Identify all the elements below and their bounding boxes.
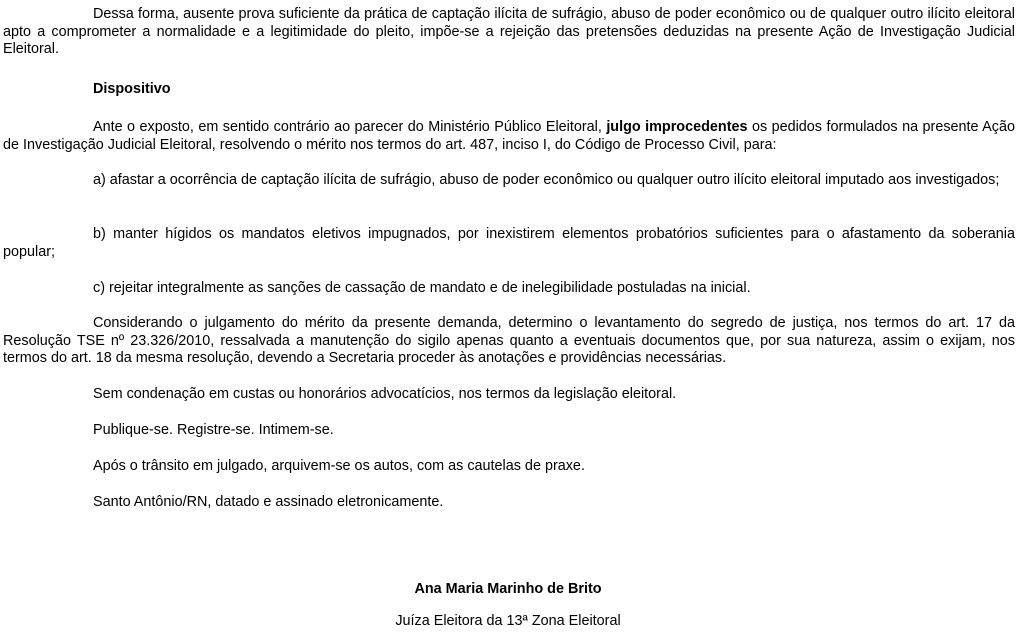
ruling-item-c: c) rejeitar integralmente as sanções de cassação de mandato e de inelegibilidade postuladas na inicial. bbox=[93, 280, 751, 296]
ruling-text-end: os pedidos formulados na presente Ação de Investigação Judicial Eleitoral, resolvendo o mérito nos termos do art. 487, inciso I, do Código de Processo Civil, para: bbox=[3, 119, 1015, 153]
ruling-verdict: julgo improcedentes bbox=[606, 119, 748, 135]
signature-name: Ana Maria Marinho de Brito bbox=[414, 581, 602, 597]
signature-role: Juíza Eleitora da 13ª Zona Eleitoral bbox=[395, 613, 621, 629]
paragraph-costs: Sem condenação em custas ou honorários advocatícios, nos termos da legislação eleitoral. bbox=[93, 386, 677, 402]
ruling-item-b: b) manter hígidos os mandatos eletivos impugnados, por inexistirem elementos probatórios suficientes para o afastamento da soberania popular; bbox=[3, 226, 1015, 260]
paragraph-archive: Após o trânsito em julgado, arquivem-se os autos, com as cautelas de praxe. bbox=[93, 458, 585, 474]
paragraph-ruling bbox=[3, 119, 1015, 154]
paragraph-place-date: Santo Antônio/RN, datado e assinado eletronicamente. bbox=[93, 494, 444, 510]
paragraph-publish: Publique-se. Registre-se. Intimem-se. bbox=[93, 422, 334, 438]
paragraph-conclusion: Dessa forma, ausente prova suficiente da prática de captação ilícita de sufrágio, abuso de poder econômico ou de qualquer outro ilícito eleitoral apto a comprometer a normalidade e a legitimidade do pleito, impõe-se a rejeição das pretensões deduzidas na presente Ação de Investigação Judicial Eleitoral. bbox=[3, 6, 1015, 57]
ruling-text-start: Ante o exposto, em sentido contrário ao parecer do Ministério Público Eleitoral, bbox=[93, 119, 607, 135]
paragraph-secrecy: Considerando o julgamento do mérito da presente demanda, determino o levantamento do segredo de justiça, nos termos do art. 17 da Resolução TSE nº 23.326/2010, ressalvada a manutenção do sigilo apenas quanto a eventuais documentos que, por sua natureza, assim o exijam, nos termos do art. 18 da mesma resolução, devendo a Secretaria proceder às anotações e providências necessárias. bbox=[3, 315, 1015, 366]
ruling-item-a: a) afastar a ocorrência de captação ilícita de sufrágio, abuso de poder econômico ou qualquer outro ilícito eleitoral imputado aos investigados; bbox=[93, 172, 1000, 188]
section-heading-dispositivo: Dispositivo bbox=[93, 81, 171, 97]
